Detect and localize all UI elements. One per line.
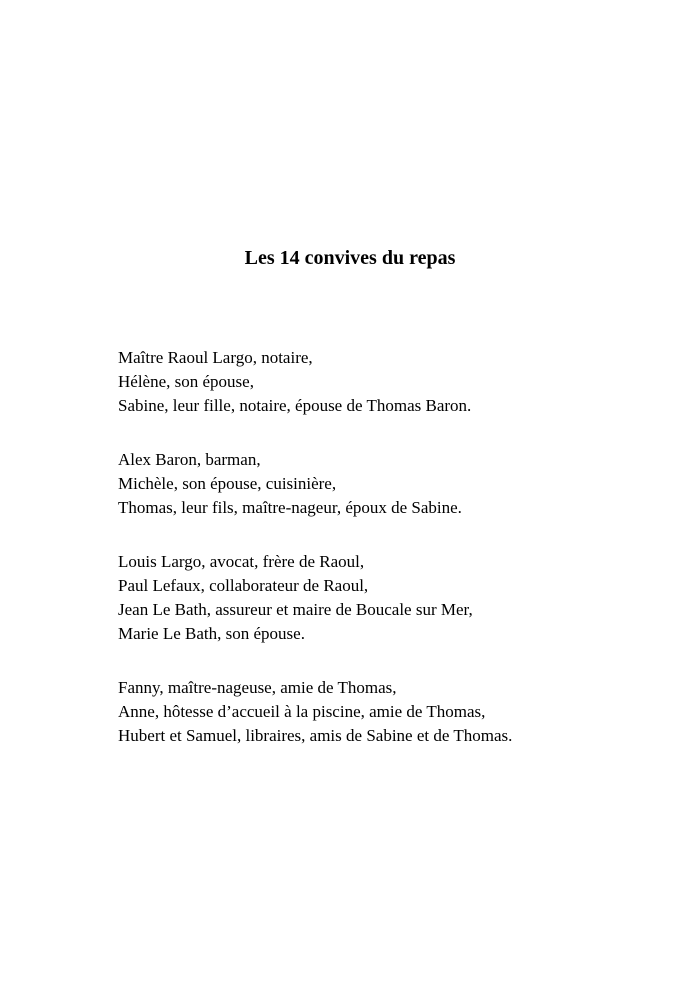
guest-line: Hélène, son épouse, xyxy=(118,372,254,391)
guest-line: Michèle, son épouse, cuisinière, xyxy=(118,474,337,493)
guest-list xyxy=(118,346,678,778)
guest-group-associates xyxy=(118,550,678,646)
guest-group-largo-family xyxy=(118,346,678,418)
guest-line: Maître Raoul Largo, notaire, xyxy=(118,348,313,367)
guest-line: Hubert et Samuel, libraires, amis de Sabine et de Thomas. xyxy=(118,726,513,745)
guest-line: Alex Baron, barman, xyxy=(118,450,261,469)
guest-line: Jean Le Bath, assureur et maire de Boucale sur Mer, xyxy=(118,600,473,619)
guest-line: Louis Largo, avocat, frère de Raoul, xyxy=(118,552,365,571)
page-title: Les 14 convives du repas xyxy=(244,247,456,269)
guest-line: Marie Le Bath, son épouse. xyxy=(118,624,305,643)
guest-line: Thomas, leur fils, maître-nageur, époux de Sabine. xyxy=(118,498,462,517)
guest-line: Paul Lefaux, collaborateur de Raoul, xyxy=(118,576,369,595)
guest-group-baron-family xyxy=(118,448,678,520)
guest-line: Fanny, maître-nageuse, amie de Thomas, xyxy=(118,678,397,697)
guest-line: Sabine, leur fille, notaire, épouse de Thomas Baron. xyxy=(118,396,472,415)
guest-group-friends xyxy=(118,676,678,748)
guest-line: Anne, hôtesse d’accueil à la piscine, amie de Thomas, xyxy=(118,702,486,721)
